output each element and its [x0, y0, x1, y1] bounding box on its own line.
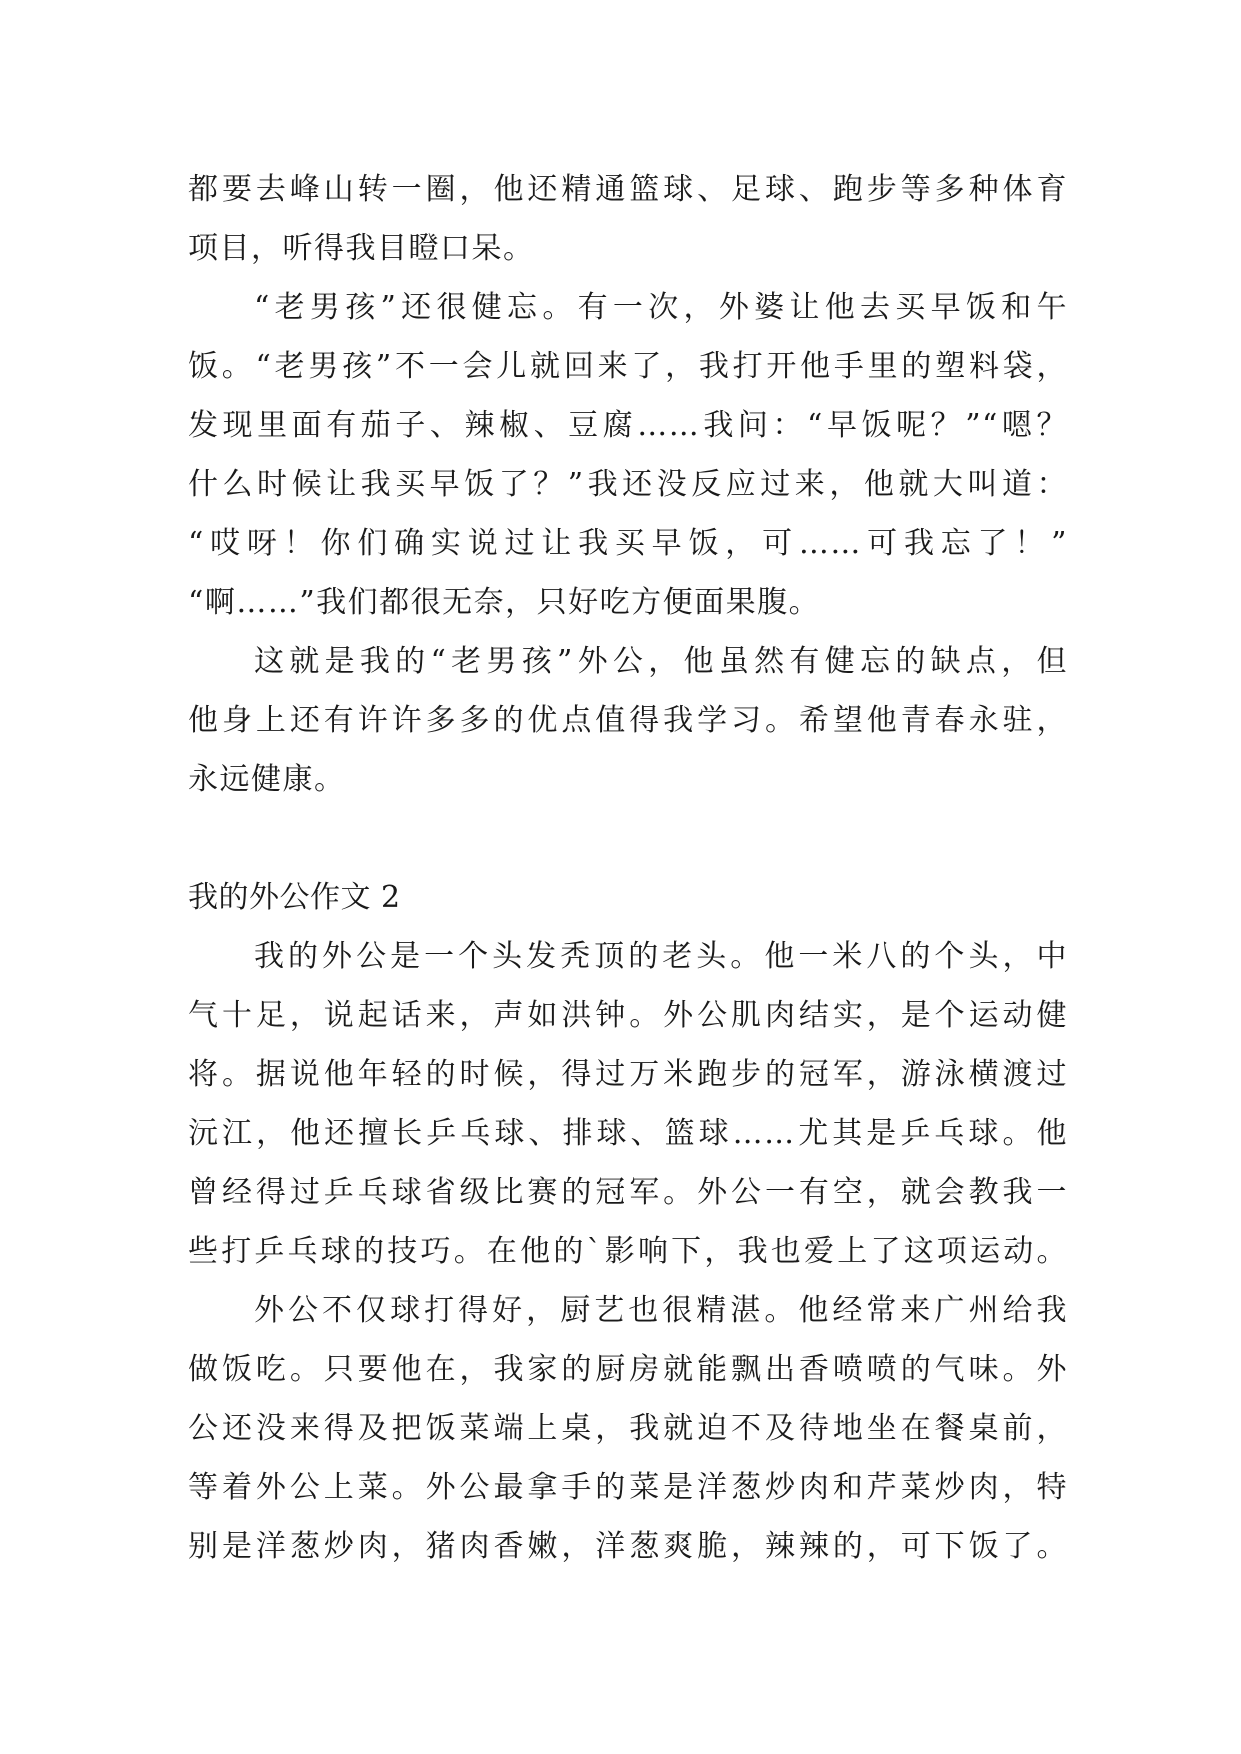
text-line: “啊……”我们都很无奈，只好吃方便面果腹。	[188, 585, 821, 620]
blank-line	[188, 809, 1068, 868]
text-line: 气十足，说起话来，声如洪钟。外公肌肉结实，是个运动健	[188, 998, 1068, 1033]
text-line: 什么时候让我买早饭了？”我还没反应过来，他就大叫道：	[188, 467, 1068, 502]
text-line: 永远健康。	[188, 762, 346, 797]
text-line: 外公不仅球打得好，厨艺也很精湛。他经常来广州给我	[254, 1293, 1068, 1328]
paragraph	[188, 927, 1068, 1281]
paragraph	[188, 632, 1068, 809]
text-line: 等着外公上菜。外公最拿手的菜是洋葱炒肉和芹菜炒肉，特	[188, 1470, 1068, 1505]
essay-text	[188, 160, 1068, 1576]
text-line: 发现里面有茄子、辣椒、豆腐……我问：“早饭呢？”“嗯？	[188, 408, 1068, 443]
text-line: 这就是我的“老男孩”外公，他虽然有健忘的缺点，但	[254, 644, 1068, 679]
text-line: 都要去峰山转一圈，他还精通篮球、足球、跑步等多种体育	[188, 172, 1068, 207]
text-line: 些打乒乓球的技巧。在他的`影响下，我也爱上了这项运动。	[188, 1234, 1068, 1269]
paragraph	[188, 1281, 1068, 1576]
text-line: 做饭吃。只要他在，我家的厨房就能飘出香喷喷的气味。外	[188, 1352, 1068, 1387]
text-line: 饭。“老男孩”不一会儿就回来了，我打开他手里的塑料袋，	[188, 349, 1068, 384]
essay-title: 我的外公作文 2	[188, 880, 401, 915]
text-line: 他身上还有许许多多的优点值得我学习。希望他青春永驻，	[188, 703, 1068, 738]
paragraph	[188, 278, 1068, 632]
text-line: “哎呀！你们确实说过让我买早饭，可……可我忘了！”	[188, 526, 1068, 561]
text-line: 项目，听得我目瞪口呆。	[188, 231, 535, 266]
text-line: 别是洋葱炒肉，猪肉香嫩，洋葱爽脆，辣辣的，可下饭了。	[188, 1529, 1068, 1564]
text-line: 公还没来得及把饭菜端上桌，我就迫不及待地坐在餐桌前，	[188, 1411, 1068, 1446]
paragraph	[188, 160, 1068, 278]
text-line: “老男孩”还很健忘。有一次，外婆让他去买早饭和午	[254, 290, 1068, 325]
text-line: 将。据说他年轻的时候，得过万米跑步的冠军，游泳横渡过	[188, 1057, 1068, 1092]
text-line: 沅江，他还擅长乒乓球、排球、篮球……尤其是乒乓球。他	[188, 1116, 1068, 1151]
text-line: 我的外公是一个头发秃顶的老头。他一米八的个头，中	[254, 939, 1068, 974]
text-line: 曾经得过乒乓球省级比赛的冠军。外公一有空，就会教我一	[188, 1175, 1068, 1210]
